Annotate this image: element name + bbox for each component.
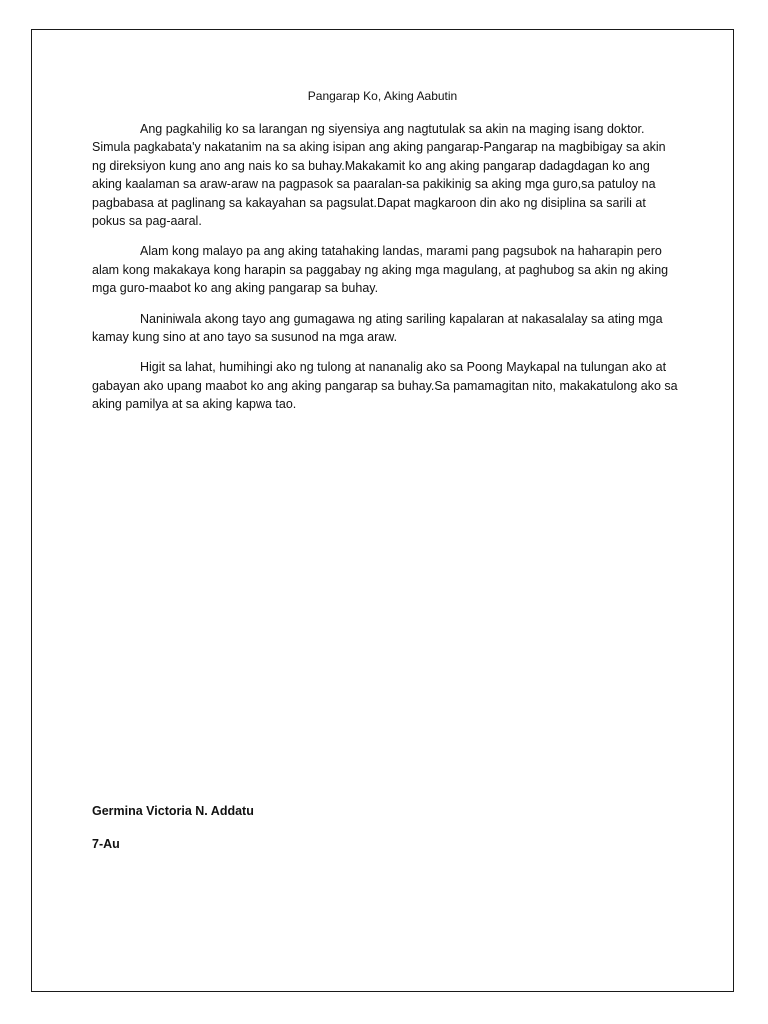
page-frame	[31, 29, 734, 992]
paragraph-3: Naniniwala akong tayo ang gumagawa ng ating sariling kapalaran at nakasalalay sa ating mga kamay kung sino at ano tayo sa susunod na mga araw.	[92, 311, 663, 345]
author-name: Germina Victoria N. Addatu	[92, 804, 254, 818]
author-class: 7-Au	[92, 837, 120, 851]
paragraph-2: Alam kong malayo pa ang aking tatahaking landas, marami pang pagsubok na haharapin pero alam kong makakaya kong harapin sa paggabay ng aking mga magulang, at paghubog sa akin ng aking mga guro-maabot ko ang aking pangarap sa buhay.	[92, 244, 669, 296]
paragraph-1: Ang pagkahilig ko sa larangan ng siyensiya ang nagtutulak sa akin na maging isang doktor. Simula pagkabata'y nakatanim na sa aking isipan ang aking pangarap-Pangarap na magbibigay sa akin ng direksiyon kung ano ang nais ko sa buhay.Makakamit ko ang aking pangarap dadagdagan ko ang aking kaalaman sa araw-araw na pagpasok sa paaralan-sa pakikinig sa aking mga guro,sa patuloy na pagbabasa at paglinang sa kakayahan sa pagsulat.Dapat magkaroon din ako ng disiplina sa sarili at pokus sa pag-aaral.	[92, 122, 666, 229]
paragraph-4: Higit sa lahat, humihingi ako ng tulong at nananalig ako sa Poong Maykapal na tulungan ako at gabayan ako upang maabot ko ang aking pangarap sa buhay.Sa pamamagitan nito, makakatulong ako sa aking pamilya at sa aking kapwa tao.	[92, 360, 678, 412]
document-body	[92, 120, 678, 426]
document-title: Pangarap Ko, Aking Aabutin	[307, 89, 458, 103]
